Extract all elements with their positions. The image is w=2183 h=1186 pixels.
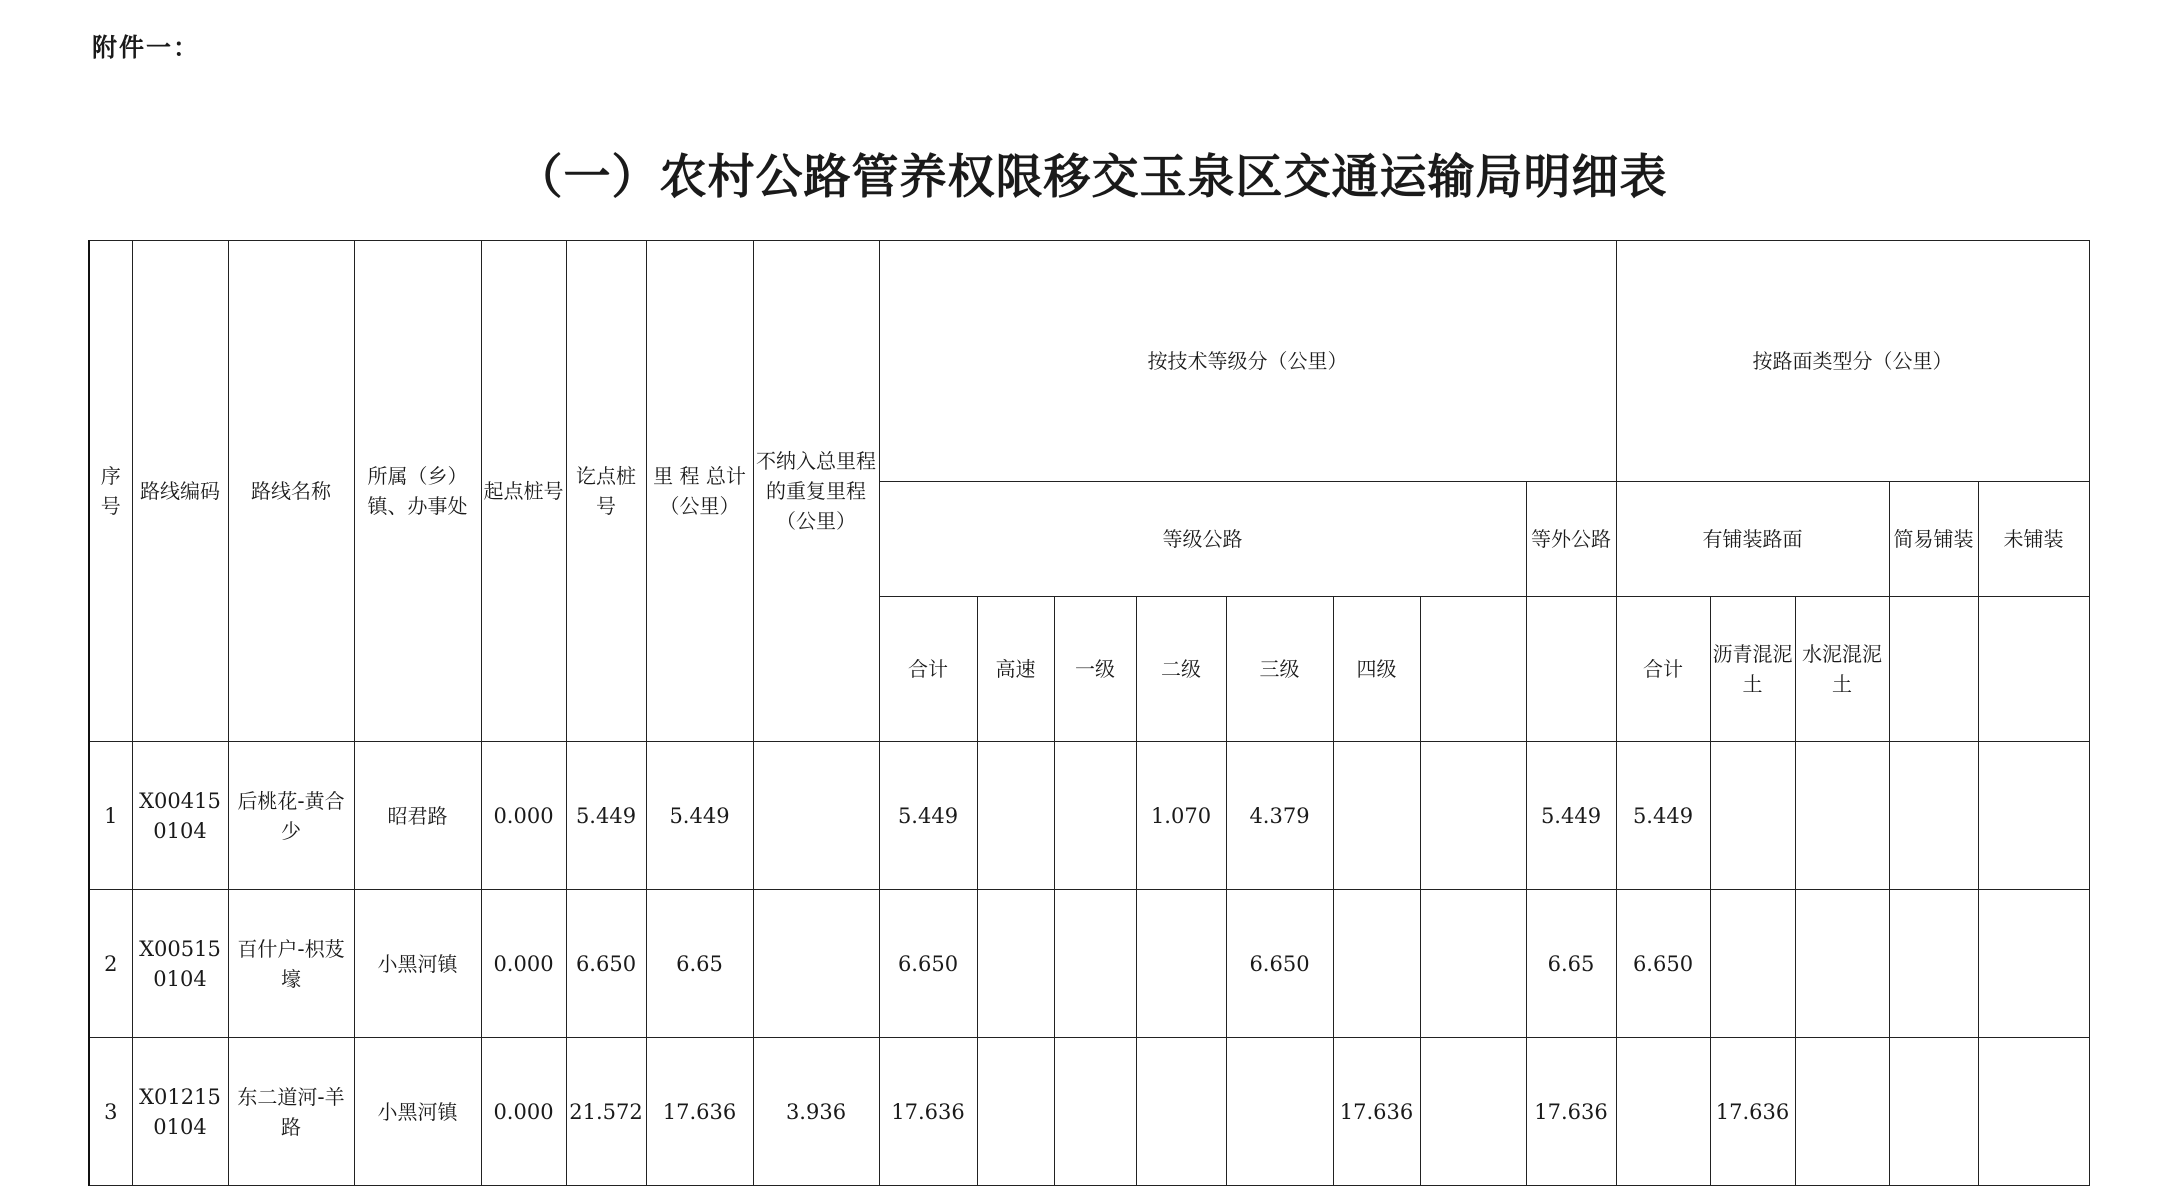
cell-class3: 6.650 xyxy=(1226,890,1333,1038)
cell-unpaved xyxy=(1889,890,1978,1038)
cell-class3: 4.379 xyxy=(1226,742,1333,890)
cell-asphalt xyxy=(1616,1038,1710,1186)
header-unpaved: 未铺装 xyxy=(1978,482,2089,597)
cell-expressway xyxy=(977,1038,1054,1186)
cell-urban xyxy=(1978,1038,2089,1186)
cell-grade-total: 17.636 xyxy=(879,1038,977,1186)
cell-start: 0.000 xyxy=(481,890,566,1038)
header-blank-2 xyxy=(1526,597,1616,742)
cell-start: 0.000 xyxy=(481,1038,566,1186)
cell-substandard xyxy=(1420,890,1526,1038)
cell-grade-total: 6.650 xyxy=(879,890,977,1038)
cell-cement xyxy=(1710,742,1795,890)
header-paved: 有铺装路面 xyxy=(1616,482,1889,597)
cell-substandard xyxy=(1420,742,1526,890)
header-blank-4 xyxy=(1978,597,2089,742)
cell-unpaved xyxy=(1889,742,1978,890)
header-class1: 一级 xyxy=(1054,597,1136,742)
page-title: （一）农村公路管养权限移交玉泉区交通运输局明细表 xyxy=(515,150,1668,205)
header-by-tech-grade: 按技术等级分（公里） xyxy=(879,241,1616,482)
header-grade-total: 合计 xyxy=(879,597,977,742)
cell-town: 昭君路 xyxy=(354,742,481,890)
header-expressway: 高速 xyxy=(977,597,1054,742)
cell-dup xyxy=(753,742,879,890)
header-class3: 三级 xyxy=(1226,597,1333,742)
header-substandard-road: 等外公路 xyxy=(1526,482,1616,597)
header-by-surface: 按路面类型分（公里） xyxy=(1616,241,2089,482)
cell-class2 xyxy=(1136,1038,1226,1186)
header-end-stake: 讫点桩号 xyxy=(566,241,646,742)
detail-table xyxy=(88,240,2090,1186)
header-graded-road: 等级公路 xyxy=(879,482,1526,597)
cell-cement xyxy=(1710,890,1795,1038)
header-route-code: 路线编码 xyxy=(132,241,228,742)
cell-name: 百什户-枳芨壕 xyxy=(228,890,354,1038)
cell-asphalt: 5.449 xyxy=(1616,742,1710,890)
cell-expressway xyxy=(977,890,1054,1038)
cell-code: X012150104 xyxy=(132,1038,228,1186)
cell-town: 小黑河镇 xyxy=(354,1038,481,1186)
cell-total: 17.636 xyxy=(646,1038,753,1186)
header-asphalt: 沥青混泥土 xyxy=(1710,597,1795,742)
cell-grade-total: 5.449 xyxy=(879,742,977,890)
cell-paved-total: 6.65 xyxy=(1526,890,1616,1038)
header-simple-paved: 简易铺装 xyxy=(1889,482,1978,597)
header-town: 所属（乡）镇、办事处 xyxy=(354,241,481,742)
cell-total: 5.449 xyxy=(646,742,753,890)
cell-seq: 1 xyxy=(89,742,132,890)
cell-unpaved xyxy=(1889,1038,1978,1186)
cell-urban xyxy=(1978,742,2089,890)
header-paved-total: 合计 xyxy=(1616,597,1710,742)
cell-class1 xyxy=(1054,890,1136,1038)
cell-simple xyxy=(1795,742,1889,890)
cell-dup: 3.936 xyxy=(753,1038,879,1186)
cell-name: 后桃花-黄合少 xyxy=(228,742,354,890)
cell-substandard xyxy=(1420,1038,1526,1186)
table-row xyxy=(89,890,2089,1038)
cell-code: X004150104 xyxy=(132,742,228,890)
cell-seq: 3 xyxy=(89,1038,132,1186)
cell-total: 6.65 xyxy=(646,890,753,1038)
cell-class2 xyxy=(1136,890,1226,1038)
table-row xyxy=(89,1038,2089,1186)
header-class2: 二级 xyxy=(1136,597,1226,742)
cell-class4 xyxy=(1333,742,1420,890)
header-route-name: 路线名称 xyxy=(228,241,354,742)
cell-end: 21.572 xyxy=(566,1038,646,1186)
cell-paved-total: 5.449 xyxy=(1526,742,1616,890)
cell-class1 xyxy=(1054,1038,1136,1186)
table-row xyxy=(89,742,2089,890)
cell-end: 5.449 xyxy=(566,742,646,890)
cell-simple xyxy=(1795,890,1889,1038)
cell-class1 xyxy=(1054,742,1136,890)
cell-dup xyxy=(753,890,879,1038)
cell-town: 小黑河镇 xyxy=(354,890,481,1038)
cell-class4: 17.636 xyxy=(1333,1038,1420,1186)
cell-class4 xyxy=(1333,890,1420,1038)
header-duplicate-mileage: 不纳入总里程的重复里程 （公里） xyxy=(753,241,879,742)
header-start-stake: 起点桩号 xyxy=(481,241,566,742)
header-blank-1 xyxy=(1420,597,1526,742)
header-seq: 序号 xyxy=(89,241,132,742)
cell-paved-total: 17.636 xyxy=(1526,1038,1616,1186)
cell-simple xyxy=(1795,1038,1889,1186)
cell-name: 东二道河-羊路 xyxy=(228,1038,354,1186)
header-total-mileage: 里 程 总计 （公里） xyxy=(646,241,753,742)
cell-start: 0.000 xyxy=(481,742,566,890)
cell-expressway xyxy=(977,742,1054,890)
cell-urban xyxy=(1978,890,2089,1038)
cell-class3 xyxy=(1226,1038,1333,1186)
header-class4: 四级 xyxy=(1333,597,1420,742)
cell-end: 6.650 xyxy=(566,890,646,1038)
attachment-label: 附件一： xyxy=(92,33,201,62)
header-cement: 水泥混泥土 xyxy=(1795,597,1889,742)
header-blank-3 xyxy=(1889,597,1978,742)
cell-class2: 1.070 xyxy=(1136,742,1226,890)
cell-code: X005150104 xyxy=(132,890,228,1038)
cell-asphalt: 6.650 xyxy=(1616,890,1710,1038)
cell-seq: 2 xyxy=(89,890,132,1038)
cell-cement: 17.636 xyxy=(1710,1038,1795,1186)
